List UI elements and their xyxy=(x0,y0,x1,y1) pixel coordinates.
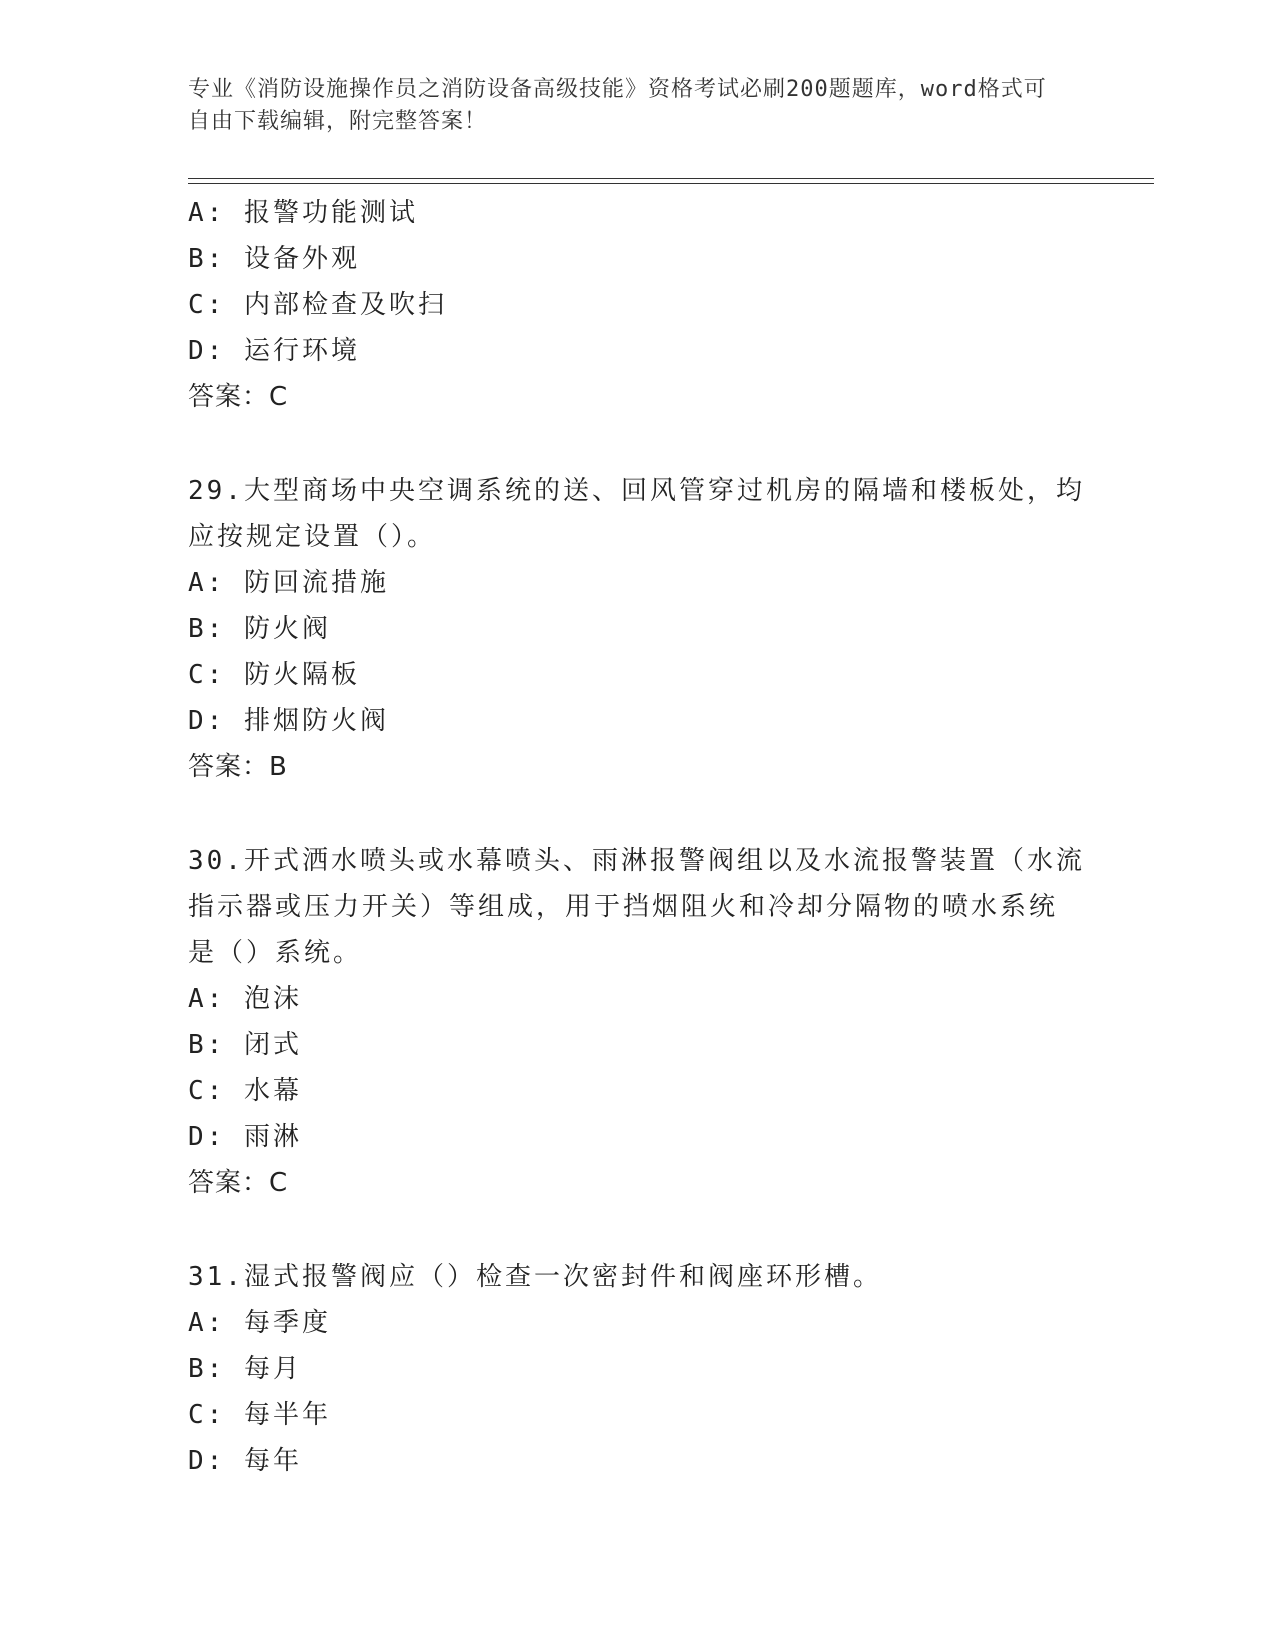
question-stem-line: 30.开式洒水喷头或水幕喷头、雨淋报警阀组以及水流报警装置（水流 xyxy=(188,846,1085,876)
question-28-continued xyxy=(188,190,1088,420)
document-header: 专业《消防设施操作员之消防设备高级技能》资格考试必刷200题题库，word格式可自由下载编辑，附完整答案！ xyxy=(188,77,1047,134)
question-stem-line: 是（）系统。 xyxy=(188,938,363,968)
question-29 xyxy=(188,468,1088,790)
question-stem-line: 指示器或压力开关）等组成，用于挡烟阻火和冷却分隔物的喷水系统 xyxy=(188,892,1059,922)
header-rule-bottom xyxy=(188,183,1154,184)
question-stem-line: 29.大型商场中央空调系统的送、回风管穿过机房的隔墙和楼板处，均 xyxy=(188,476,1085,506)
answer-line: 答案：C xyxy=(188,1168,289,1198)
option-d: D: 雨淋 xyxy=(188,1122,302,1152)
option-d: D: 每年 xyxy=(188,1446,302,1476)
option-a: A: 每季度 xyxy=(188,1308,331,1338)
option-b: B: 每月 xyxy=(188,1354,302,1384)
question-30 xyxy=(188,838,1088,1206)
option-d: D: 运行环境 xyxy=(188,336,360,366)
answer-line: 答案：C xyxy=(188,382,289,412)
header-rule-top xyxy=(188,178,1154,179)
question-stem-line: 应按规定设置（）。 xyxy=(188,522,437,552)
question-list xyxy=(188,190,1088,1484)
option-c: C: 每半年 xyxy=(188,1400,331,1430)
option-a: A: 泡沫 xyxy=(188,984,302,1014)
option-a: A: 报警功能测试 xyxy=(188,198,418,228)
option-a: A: 防回流措施 xyxy=(188,568,389,598)
question-31 xyxy=(188,1254,1088,1484)
option-b: B: 闭式 xyxy=(188,1030,302,1060)
answer-line: 答案：B xyxy=(188,752,288,782)
option-d: D: 排烟防火阀 xyxy=(188,706,389,736)
option-b: B: 防火阀 xyxy=(188,614,331,644)
option-c: C: 防火隔板 xyxy=(188,660,360,690)
option-c: C: 内部检查及吹扫 xyxy=(188,290,447,320)
option-c: C: 水幕 xyxy=(188,1076,302,1106)
question-stem-line: 31.湿式报警阀应（）检查一次密封件和阀座环形槽。 xyxy=(188,1262,882,1292)
option-b: B: 设备外观 xyxy=(188,244,360,274)
